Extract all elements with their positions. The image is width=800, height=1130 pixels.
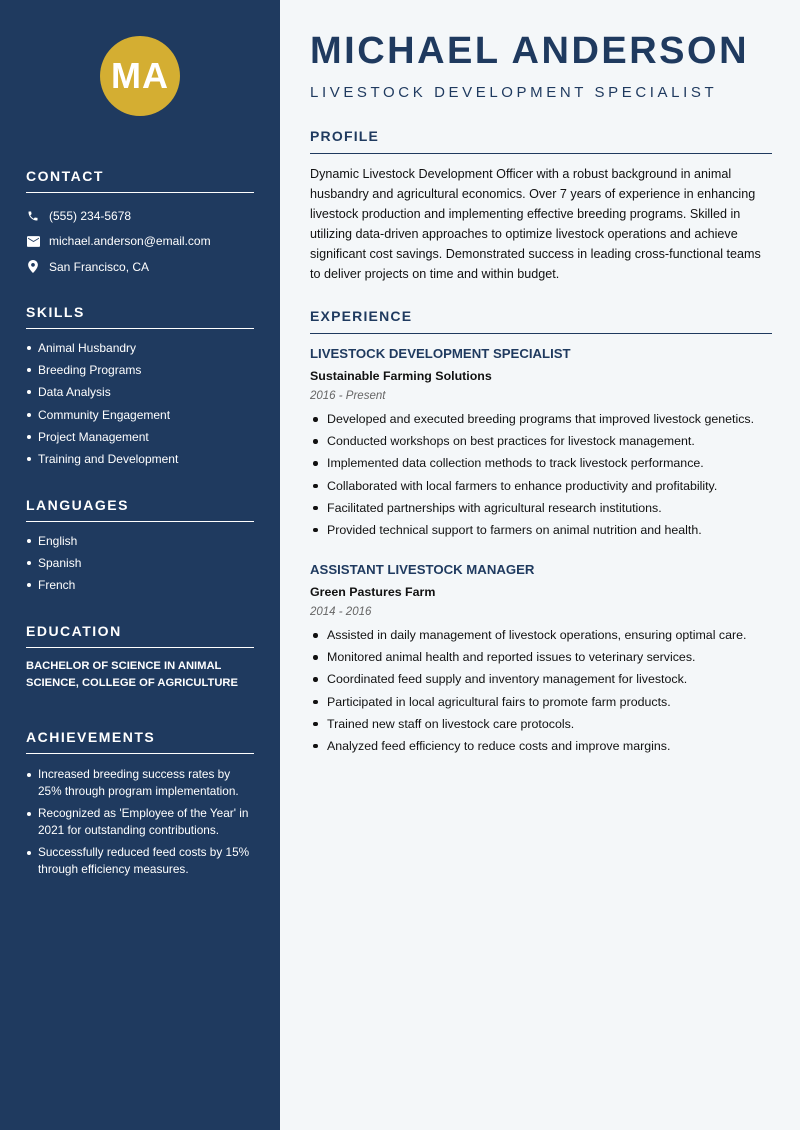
job-bullet: Analyzed feed efficiency to reduce costs and improve margins. [310, 737, 772, 759]
achievement-item: Recognized as 'Employee of the Year' in 2021 for outstanding contributions. [26, 805, 254, 839]
skill-item: Animal Husbandry [26, 339, 254, 361]
job-bullet: Collaborated with local farmers to enhance productivity and profitability. [310, 477, 772, 499]
languages-heading: LANGUAGES [26, 497, 254, 522]
phone-icon [26, 209, 40, 223]
job-bullets [310, 410, 772, 543]
contact-location [26, 254, 254, 280]
contact-email [26, 229, 254, 255]
job-bullet: Trained new staff on livestock care protocols. [310, 715, 772, 737]
job-bullets [310, 626, 772, 759]
language-item: French [26, 576, 254, 598]
achievements-list [26, 766, 254, 878]
job-company: Sustainable Farming Solutions [310, 369, 492, 383]
job-title: ASSISTANT LIVESTOCK MANAGER [310, 562, 535, 577]
education-section [26, 623, 254, 692]
skill-item: Breeding Programs [26, 361, 254, 383]
language-item: Spanish [26, 554, 254, 576]
education-heading: EDUCATION [26, 623, 254, 648]
profile-heading: PROFILE [310, 128, 772, 154]
contact-phone [26, 203, 254, 229]
job-company: Green Pastures Farm [310, 585, 436, 599]
sidebar [0, 0, 280, 1130]
candidate-title: LIVESTOCK DEVELOPMENT SPECIALIST [310, 84, 718, 101]
job-dates: 2016 - Present [310, 390, 386, 402]
job-title: LIVESTOCK DEVELOPMENT SPECIALIST [310, 346, 571, 361]
language-item: English [26, 532, 254, 554]
candidate-name: MICHAEL ANDERSON [310, 30, 750, 72]
profile-text: Dynamic Livestock Development Officer with a robust background in animal husbandry and agricultural economics. Over 7 years of experience in enhancing livestock production and implementing effective breeding programs. Skilled in utilizing data-driven approaches to optimize livestock operations and achieve significant cost savings. Demonstrated success in leading cross-functional teams to deliver projects on time and within budget. [310, 167, 761, 281]
job-bullet: Implemented data collection methods to track livestock performance. [310, 454, 772, 476]
skills-section [26, 304, 254, 472]
skill-item: Training and Development [26, 450, 254, 472]
job-bullet: Participated in local agricultural fairs to promote farm products. [310, 693, 772, 715]
job-bullet: Provided technical support to farmers on animal nutrition and health. [310, 521, 772, 543]
job-entry [310, 346, 772, 543]
avatar: MA [100, 36, 180, 116]
location-text: San Francisco, CA [49, 259, 150, 274]
languages-section [26, 497, 254, 599]
email-icon [26, 234, 40, 248]
skill-item: Community Engagement [26, 406, 254, 428]
skills-heading: SKILLS [26, 304, 254, 329]
location-pin-icon [26, 260, 40, 274]
achievements-heading: ACHIEVEMENTS [26, 729, 254, 754]
skills-list [26, 339, 254, 472]
job-bullet: Assisted in daily management of livestock operations, ensuring optimal care. [310, 626, 772, 648]
experience-heading: EXPERIENCE [310, 308, 772, 334]
job-bullet: Facilitated partnerships with agricultural research institutions. [310, 499, 772, 521]
job-dates: 2014 - 2016 [310, 606, 372, 618]
education-degree: BACHELOR OF SCIENCE IN ANIMAL SCIENCE, COLLEGE OF AGRICULTURE [26, 660, 238, 689]
job-bullet: Monitored animal health and reported issues to veterinary services. [310, 648, 772, 670]
job-bullet: Developed and executed breeding programs that improved livestock genetics. [310, 410, 772, 432]
skill-item: Data Analysis [26, 383, 254, 405]
contact-heading: CONTACT [26, 168, 254, 193]
email-text[interactable]: michael.anderson@email.com [49, 234, 211, 249]
phone-text[interactable]: (555) 234-5678 [49, 208, 132, 223]
skill-item: Project Management [26, 428, 254, 450]
job-entry [310, 562, 772, 759]
contact-section [26, 168, 254, 280]
job-bullet: Conducted workshops on best practices for livestock management. [310, 432, 772, 454]
achievement-item: Increased breeding success rates by 25% through program implementation. [26, 766, 254, 800]
achievements-section [26, 729, 254, 883]
achievement-item: Successfully reduced feed costs by 15% through efficiency measures. [26, 844, 254, 878]
job-bullet: Coordinated feed supply and inventory management for livestock. [310, 670, 772, 692]
languages-list [26, 532, 254, 599]
